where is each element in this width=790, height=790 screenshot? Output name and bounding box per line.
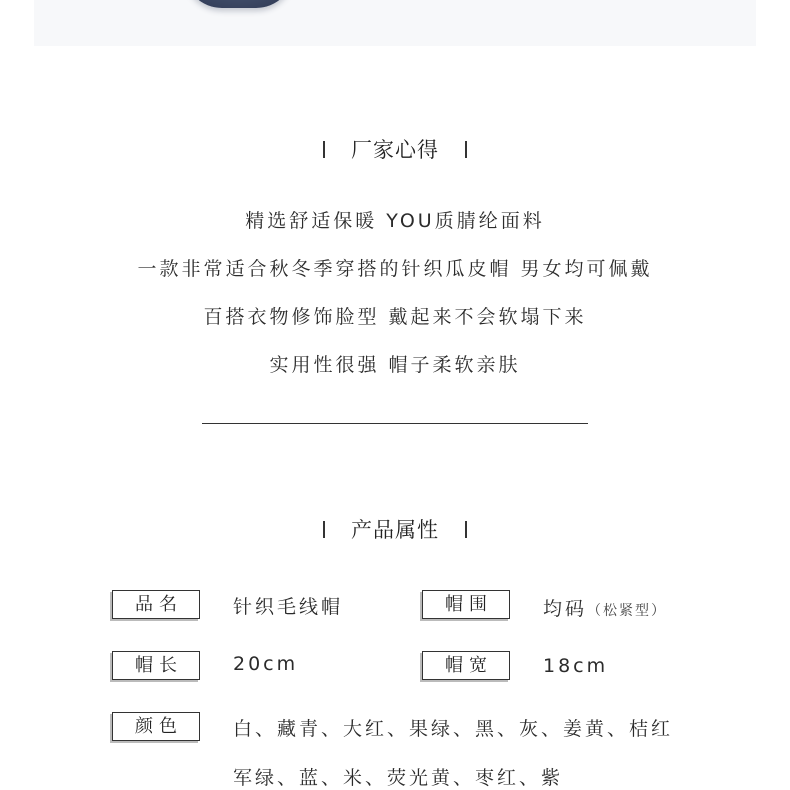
attr-value-circumference	[543, 594, 667, 621]
attr-label-circumference: 帽围	[422, 590, 510, 619]
story-line-3: 百搭衣物修饰脸型 戴起来不会软塌下来	[203, 306, 587, 328]
story-line-1: 精选舒适保暖 YOU质腈纶面料	[245, 210, 545, 232]
attr-value-width: 18cm	[543, 655, 609, 677]
attr-value-name: 针织毛线帽	[233, 596, 344, 618]
story-line-4: 实用性很强 帽子柔软亲肤	[269, 354, 521, 376]
circumference-value-text: 均码	[543, 598, 588, 620]
attr-label-length: 帽长	[112, 651, 200, 680]
section-title-attributes	[0, 514, 790, 544]
attributes-title-text: 产品属性	[351, 518, 439, 542]
hat-image	[184, 0, 294, 8]
story-title-text: 厂家心得	[351, 138, 439, 162]
attr-value-color-line2: 军绿、蓝、米、荧光黄、枣红、紫	[233, 767, 564, 789]
attr-label-width: 帽宽	[422, 651, 510, 680]
title-bar-right	[465, 521, 467, 538]
section-divider	[202, 423, 588, 424]
title-bar-right	[465, 141, 467, 158]
product-photo-strip	[34, 0, 756, 46]
story-line-2: 一款非常适合秋冬季穿搭的针织瓜皮帽 男女均可佩戴	[137, 258, 653, 280]
title-bar-left	[323, 521, 325, 538]
section-title-story	[0, 134, 790, 164]
attr-label-color: 颜色	[112, 712, 200, 741]
circumference-note: （松紧型）	[587, 603, 668, 619]
attr-value-color-line1: 白、藏青、大红、果绿、黑、灰、姜黄、桔红	[233, 718, 674, 740]
attr-label-name: 品名	[112, 590, 200, 619]
attr-value-length: 20cm	[233, 653, 299, 675]
title-bar-left	[323, 141, 325, 158]
